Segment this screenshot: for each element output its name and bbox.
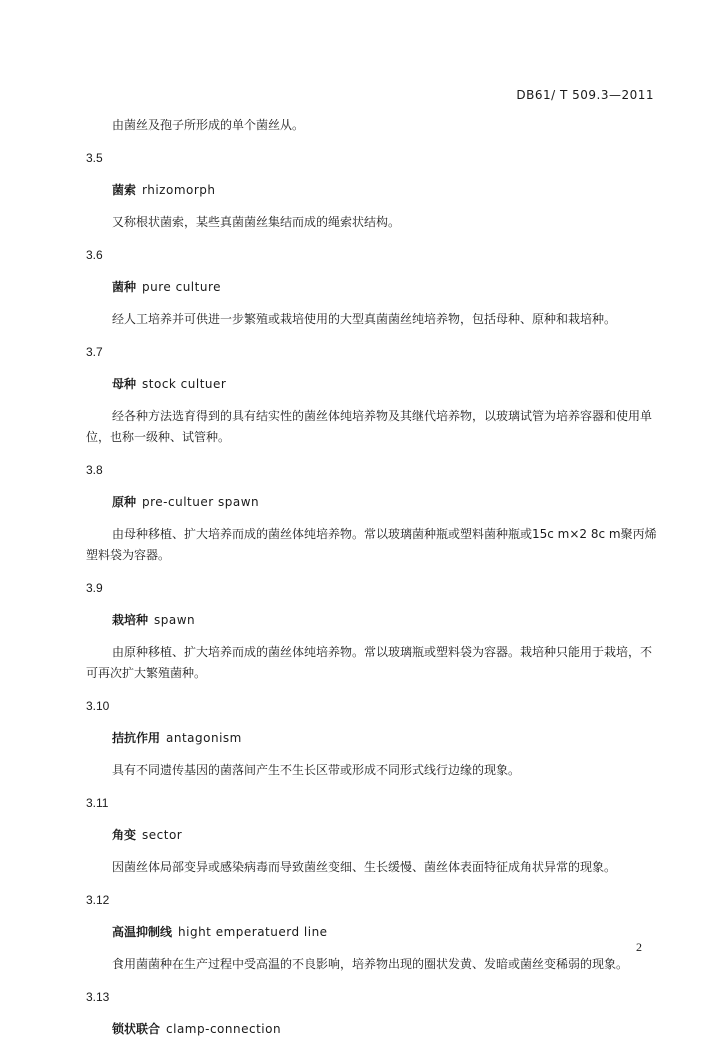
entry-3-7 — [86, 342, 660, 448]
page-number: 2 — [636, 940, 642, 954]
term — [86, 922, 660, 943]
definition: 由原种移植、扩大培养而成的菌丝体纯培养物。常以玻璃瓶或塑料袋为容器。栽培种只能用于栽培，不可再次扩大繁殖菌种。 — [86, 645, 653, 680]
definition: 经人工培养并可供进一步繁殖或栽培使用的大型真菌菌丝纯培养物，包括母种、原种和栽培种。 — [112, 312, 617, 326]
entry-3-11 — [86, 793, 660, 878]
term-en: antagonism — [166, 731, 242, 745]
section-number: 3.12 — [86, 893, 110, 907]
section-number: 3.13 — [86, 990, 110, 1004]
entry-3-12 — [86, 890, 660, 975]
definition: 经各种方法选育得到的具有结实性的菌丝体纯培养物及其继代培养物，以玻璃试管为培养容器和使用单位，也称一级种、试管种。 — [86, 409, 653, 444]
section-number: 3.10 — [86, 699, 110, 713]
section-number: 3.8 — [86, 463, 103, 477]
entry-3-6 — [86, 245, 660, 330]
term-zh: 栽培种 — [112, 613, 149, 627]
entry-3-5 — [86, 148, 660, 233]
term-zh: 角变 — [112, 828, 137, 842]
term-zh: 母种 — [112, 377, 137, 391]
standard-code: DB61/ T 509.3—2011 — [516, 88, 654, 102]
definition: 因菌丝体局部变异或感染病毒而导致菌丝变细、生长缓慢、菌丝体表面特征成角状异常的现象。 — [112, 860, 617, 874]
term-en: clamp-connection — [166, 1022, 282, 1036]
term-en: pure culture — [142, 280, 222, 294]
section-number: 3.5 — [86, 151, 103, 165]
entry-3-9 — [86, 578, 660, 684]
term-zh: 锁状联合 — [112, 1022, 161, 1036]
continuation-text: 由菌丝及孢子所形成的单个菌丝从。 — [112, 118, 305, 132]
section-number: 3.9 — [86, 581, 103, 595]
term-en: sector — [142, 828, 183, 842]
term — [86, 277, 660, 298]
term-en: pre-cultuer spawn — [142, 495, 260, 509]
term — [86, 825, 660, 846]
definition: 具有不同遗传基因的菌落间产生不生长区带或形成不同形式线行边缘的现象。 — [112, 763, 521, 777]
document-header — [516, 88, 654, 102]
term-en: rhizomorph — [142, 183, 216, 197]
term — [86, 180, 660, 201]
definition: 由母种移植、扩大培养而成的菌丝体纯培养物。常以玻璃菌种瓶或塑料菌种瓶或15c m×2 8c m聚丙烯塑料袋为容器。 — [86, 527, 657, 562]
definition: 又称根状菌索，某些真菌菌丝集结而成的绳索状结构。 — [112, 215, 401, 229]
entry-3-8 — [86, 460, 660, 566]
term-en: stock cultuer — [142, 377, 227, 391]
term — [86, 610, 660, 631]
term — [86, 1019, 660, 1040]
term — [86, 374, 660, 395]
term-zh: 菌种 — [112, 280, 137, 294]
definition: 食用菌菌种在生产过程中受高温的不良影响，培养物出现的圈状发黄、发暗或菌丝变稀弱的现象。 — [112, 957, 629, 971]
document-body — [86, 115, 660, 1040]
term-en: hight emperatuerd line — [178, 925, 328, 939]
term-en: spawn — [154, 613, 196, 627]
term-zh: 拮抗作用 — [112, 731, 161, 745]
term-zh: 高温抑制线 — [112, 925, 173, 939]
section-number: 3.11 — [86, 796, 109, 810]
term-zh: 原种 — [112, 495, 137, 509]
section-number: 3.7 — [86, 345, 103, 359]
term-zh: 菌索 — [112, 183, 137, 197]
term — [86, 728, 660, 749]
term — [86, 492, 660, 513]
entry-3-13 — [86, 987, 660, 1040]
section-number: 3.6 — [86, 248, 103, 262]
entry-3-10 — [86, 696, 660, 781]
